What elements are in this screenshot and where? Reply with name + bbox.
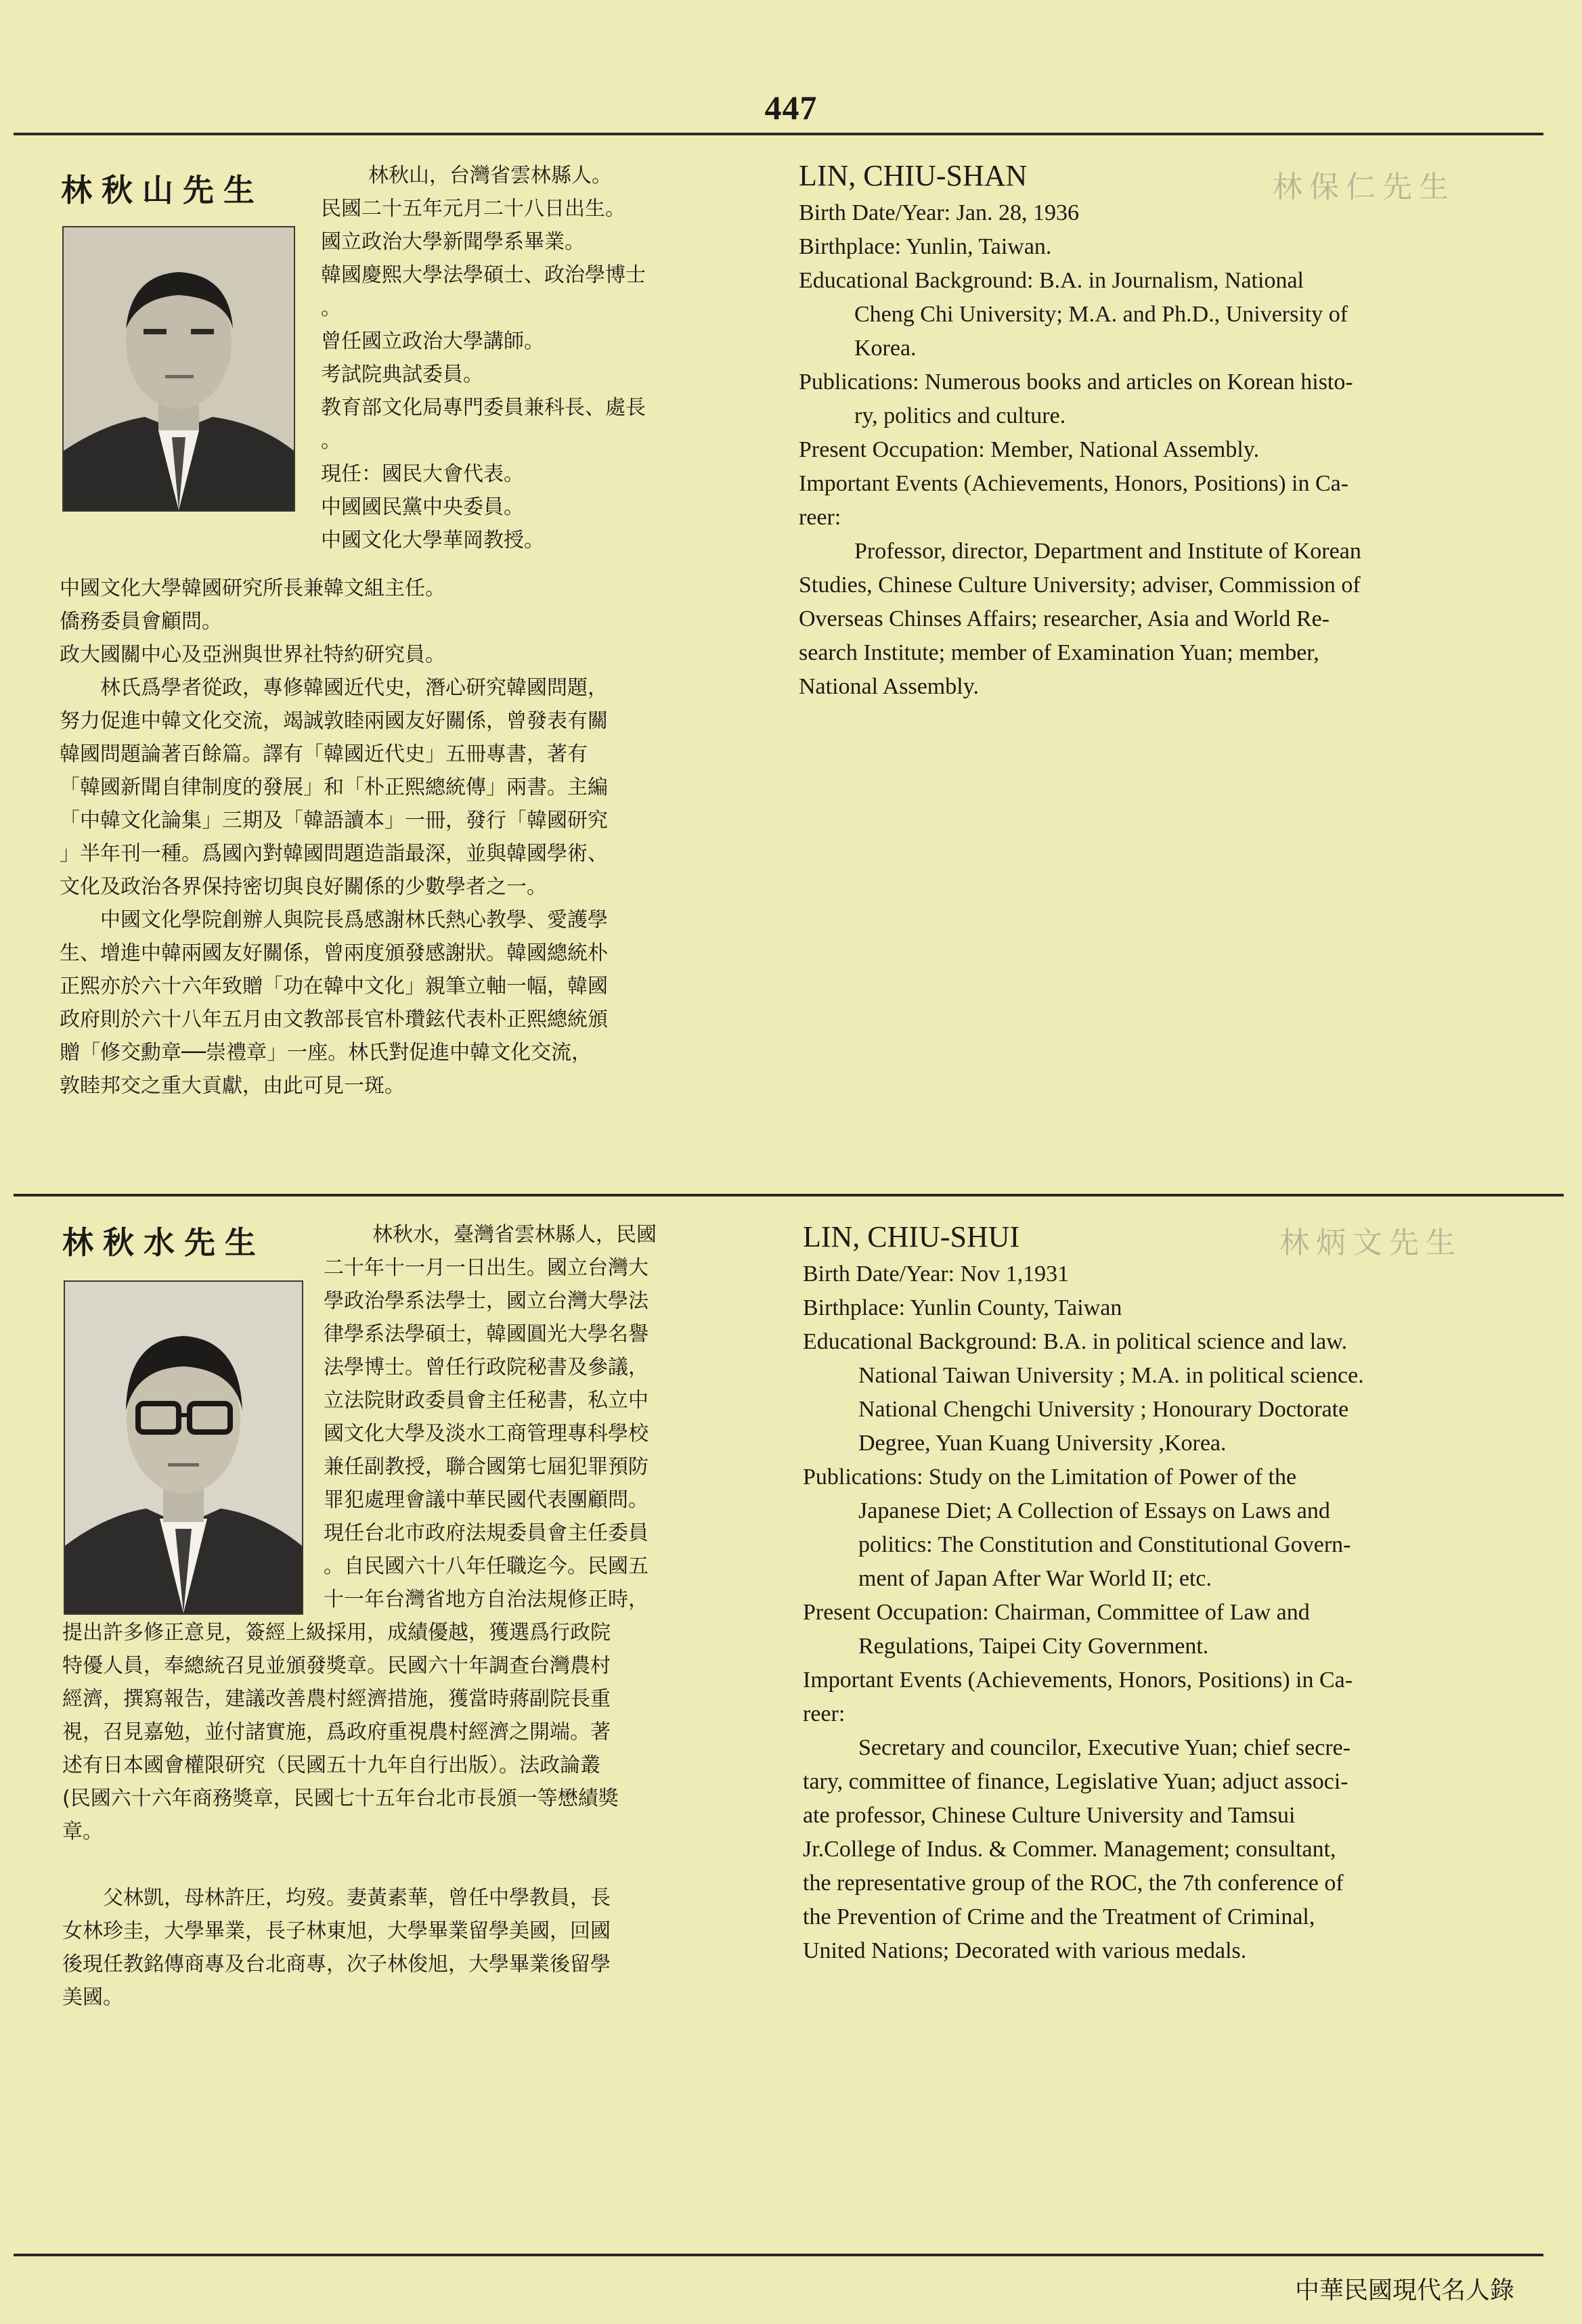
text-line: 述有日本國會權限研究（民國五十九年自行出版）。法政論叢 — [62, 1753, 600, 1777]
text-line: 教育部文化局專門委員兼科長、處長 — [321, 396, 646, 420]
text-line: 。 — [321, 429, 341, 453]
text-line: 生、增進中韓兩國友好關係，曾兩度頒發感謝狀。韓國總統朴 — [60, 941, 608, 965]
portrait-icon — [65, 1282, 302, 1613]
text-line: 。自民國六十八年任職迄今。民國五 — [324, 1555, 649, 1578]
text-line: 女林珍圭，大學畢業，長子林東旭，大學畢業留學美國，回國 — [62, 1919, 611, 1943]
text-line: ment of Japan After War World II; etc. — [858, 1566, 1212, 1591]
text-line: 政大國關中心及亞洲與世界社特約研究員。 — [60, 643, 445, 667]
text-line: Jr.College of Indus. & Commer. Management; consultant, — [803, 1837, 1336, 1862]
top-rule — [14, 133, 1543, 135]
bottom-rule — [14, 2254, 1543, 2256]
text-line: 學政治學系法學士，國立台灣大學法 — [324, 1289, 649, 1313]
running-footer: 中華民國現代名人錄 — [1294, 2277, 1514, 2304]
text-line: Degree, Yuan Kuang University ,Korea. — [858, 1431, 1227, 1456]
text-line: 敦睦邦交之重大貢獻，由此可見一斑。 — [60, 1074, 405, 1098]
text-line: Present Occupation: Member, National Assembly. — [799, 437, 1260, 462]
text-line: 法學博士。曾任行政院秘書及參議， — [324, 1356, 649, 1379]
text-line: Educational Background: B.A. in political science and law. — [803, 1329, 1348, 1354]
chinese-biography-body — [60, 572, 608, 1102]
text-line: 經濟，撰寫報告，建議改善農村經濟措施，獲當時蔣副院長重 — [62, 1687, 611, 1711]
text-line: the Prevention of Crime and the Treatment of Criminal, — [803, 1904, 1315, 1929]
text-line: 中國文化大學韓國研究所長兼韓文組主任。 — [60, 577, 445, 600]
text-line: 韓國問題論著百餘篇。譯有「韓國近代史」五冊專書，著有 — [60, 742, 588, 766]
section-divider — [14, 1194, 1564, 1197]
text-line: reer: — [803, 1701, 845, 1726]
english-name: LIN, CHIU-SHUI — [803, 1220, 1020, 1253]
text-line: politics: The Constitution and Constitutional Govern- — [858, 1532, 1351, 1557]
text-line: 提出許多修正意見，簽經上級採用，成績優越，獲選爲行政院 — [62, 1621, 611, 1645]
text-line: 律學系法學碩士，韓國圓光大學名譽 — [324, 1322, 649, 1346]
text-line: 僑務委員會顧問。 — [60, 610, 222, 633]
page-number: 447 — [764, 89, 818, 127]
text-line: National Chengchi University ; Honourary Doctorate — [858, 1397, 1349, 1422]
text-line: tary, committee of finance, Legislative Yuan; adjuct associ- — [803, 1769, 1348, 1794]
text-line: 章。 — [62, 1820, 103, 1843]
text-line: 林秋山，台灣省雲林縣人。 — [368, 164, 612, 187]
text-line: 罪犯處理會議中華民國代表團顧問。 — [324, 1488, 649, 1512]
text-line: Korea. — [854, 336, 917, 361]
text-line: ry, politics and culture. — [854, 403, 1066, 428]
text-line: 努力促進中韓文化交流，竭誠敦睦兩國友好關係，曾發表有關 — [60, 709, 608, 733]
text-line: Japanese Diet; A Collection of Essays on Laws and — [858, 1498, 1330, 1523]
text-line: Birthplace: Yunlin County, Taiwan — [803, 1295, 1122, 1320]
text-line: Important Events (Achievements, Honors, Positions) in Ca- — [803, 1668, 1353, 1693]
text-line: 二十年十一月一日出生。國立台灣大 — [324, 1256, 649, 1280]
text-line: Birth Date/Year: Jan. 28, 1936 — [799, 200, 1079, 225]
text-line: 後現任教銘傳商專及台北商專，次子林俊旭，大學畢業後留學 — [62, 1952, 611, 1976]
text-line: 父林凱，母林許圧，均歿。妻黃素華，曾任中學教員，長 — [103, 1886, 611, 1910]
text-line — [62, 1848, 619, 1881]
text-line: United Nations; Decorated with various medals. — [803, 1938, 1247, 1963]
text-line: Studies, Chinese Culture University; adviser, Commission of — [799, 573, 1361, 598]
text-line: 「中韓文化論集」三期及「韓語讀本」一冊，發行「韓國研究 — [60, 809, 608, 832]
text-line: Publications: Study on the Limitation of Power of the — [803, 1465, 1297, 1490]
text-line: 視，召見嘉勉，並付諸實施，爲政府重視農村經濟之開端。著 — [62, 1720, 611, 1744]
text-line: 政府則於六十八年五月由文教部長官朴瓚鉉代表朴正熙總統頒 — [60, 1008, 608, 1031]
english-biography — [803, 1218, 1364, 1968]
text-line: 特優人員，奉總統召見並頒發獎章。民國六十年調查台灣農村 — [62, 1654, 611, 1678]
text-line: 考試院典試委員。 — [321, 363, 483, 386]
text-line: Professor, director, Department and Institute of Korean — [854, 539, 1361, 564]
text-line: Birthplace: Yunlin, Taiwan. — [799, 234, 1052, 259]
text-line: 美國。 — [62, 1986, 123, 2009]
text-line: 林秋水，臺灣省雲林縣人，民國 — [372, 1223, 657, 1247]
text-line: 民國二十五年元月二十八日出生。 — [321, 197, 625, 221]
text-line: 現任：國民大會代表。 — [321, 462, 524, 486]
text-line: 文化及政治各界保持密切與良好關係的少數學者之一。 — [60, 875, 547, 899]
chinese-biography-body — [62, 1616, 619, 2014]
text-line: (民國六十六年商務獎章，民國七十五年台北市長頒一等懋績獎 — [62, 1787, 619, 1810]
text-line: 兼任副教授，聯合國第七屆犯罪預防 — [324, 1455, 649, 1479]
text-line: Important Events (Achievements, Honors, Positions) in Ca- — [799, 471, 1349, 496]
portrait-icon — [64, 227, 294, 510]
english-biography — [799, 157, 1361, 704]
text-line: 國文化大學及淡水工商管理專科學校 — [324, 1422, 649, 1446]
text-line: National Assembly. — [799, 674, 979, 699]
text-line: Present Occupation: Chairman, Committee of Law and — [803, 1600, 1310, 1625]
text-line: 林氏爲學者從政，專修韓國近代史，潛心研究韓國問題， — [100, 676, 608, 700]
text-line: Secretary and councilor, Executive Yuan; chief secre- — [858, 1735, 1351, 1760]
text-line: 韓國慶熙大學法學碩士、政治學博士 — [321, 263, 646, 287]
bleed-through-text: 林保仁先生 — [1273, 170, 1455, 204]
text-line: 現任台北市政府法規委員會主任委員 — [324, 1521, 649, 1545]
text-line: 國立政治大學新聞學系畢業。 — [321, 230, 585, 254]
text-line: ate professor, Chinese Culture University and Tamsui — [803, 1803, 1296, 1828]
text-line: 贈「修交勳章──崇禮章」一座。林氏對促進中韓文化交流， — [60, 1041, 592, 1065]
text-line: Birth Date/Year: Nov 1,1931 — [803, 1261, 1070, 1287]
chinese-name: 林秋水先生 — [62, 1224, 265, 1261]
text-line: 正熙亦於六十六年致贈「功在韓中文化」親筆立軸一幅，韓國 — [60, 975, 608, 998]
text-line: 立法院財政委員會主任秘書，私立中 — [324, 1389, 649, 1412]
text-line: 中國文化大學華岡教授。 — [321, 529, 544, 552]
text-line: 。 — [321, 296, 341, 320]
portrait-photo — [62, 226, 295, 512]
text-line: 曾任國立政治大學講師。 — [321, 330, 544, 353]
text-line: reer: — [799, 505, 841, 530]
text-line: Regulations, Taipei City Government. — [858, 1634, 1209, 1659]
text-line: 「韓國新聞自律制度的發展」和「朴正熙總統傳」兩書。主編 — [60, 776, 608, 799]
english-name: LIN, CHIU-SHAN — [799, 159, 1028, 192]
text-line: National Taiwan University ; M.A. in political science. — [858, 1363, 1364, 1388]
portrait-photo — [64, 1280, 303, 1615]
text-line: Educational Background: B.A. in Journalism, National — [799, 268, 1304, 293]
text-line: 中國國民黨中央委員。 — [321, 495, 524, 519]
bleed-through-text: 林炳文先生 — [1279, 1226, 1462, 1260]
text-line: Overseas Chinses Affairs; researcher, Asia and World Re- — [799, 606, 1330, 631]
chinese-biography-beside-photo — [324, 1218, 657, 1616]
text-line: Cheng Chi University; M.A. and Ph.D., University of — [854, 302, 1348, 327]
text-line: search Institute; member of Examination Yuan; member, — [799, 640, 1319, 665]
text-line: 」半年刊一種。爲國內對韓國問題造詣最深，並與韓國學術、 — [60, 842, 608, 866]
text-line: 中國文化學院創辦人與院長爲感謝林氏熱心教學、愛護學 — [100, 908, 608, 932]
chinese-biography-beside-photo — [321, 159, 646, 557]
text-line: Publications: Numerous books and articles on Korean histo- — [799, 370, 1353, 395]
text-line: the representative group of the ROC, the 7th conference of — [803, 1871, 1344, 1896]
text-line: 十一年台灣省地方自治法規修正時， — [324, 1588, 649, 1611]
chinese-name: 林秋山先生 — [61, 172, 264, 208]
